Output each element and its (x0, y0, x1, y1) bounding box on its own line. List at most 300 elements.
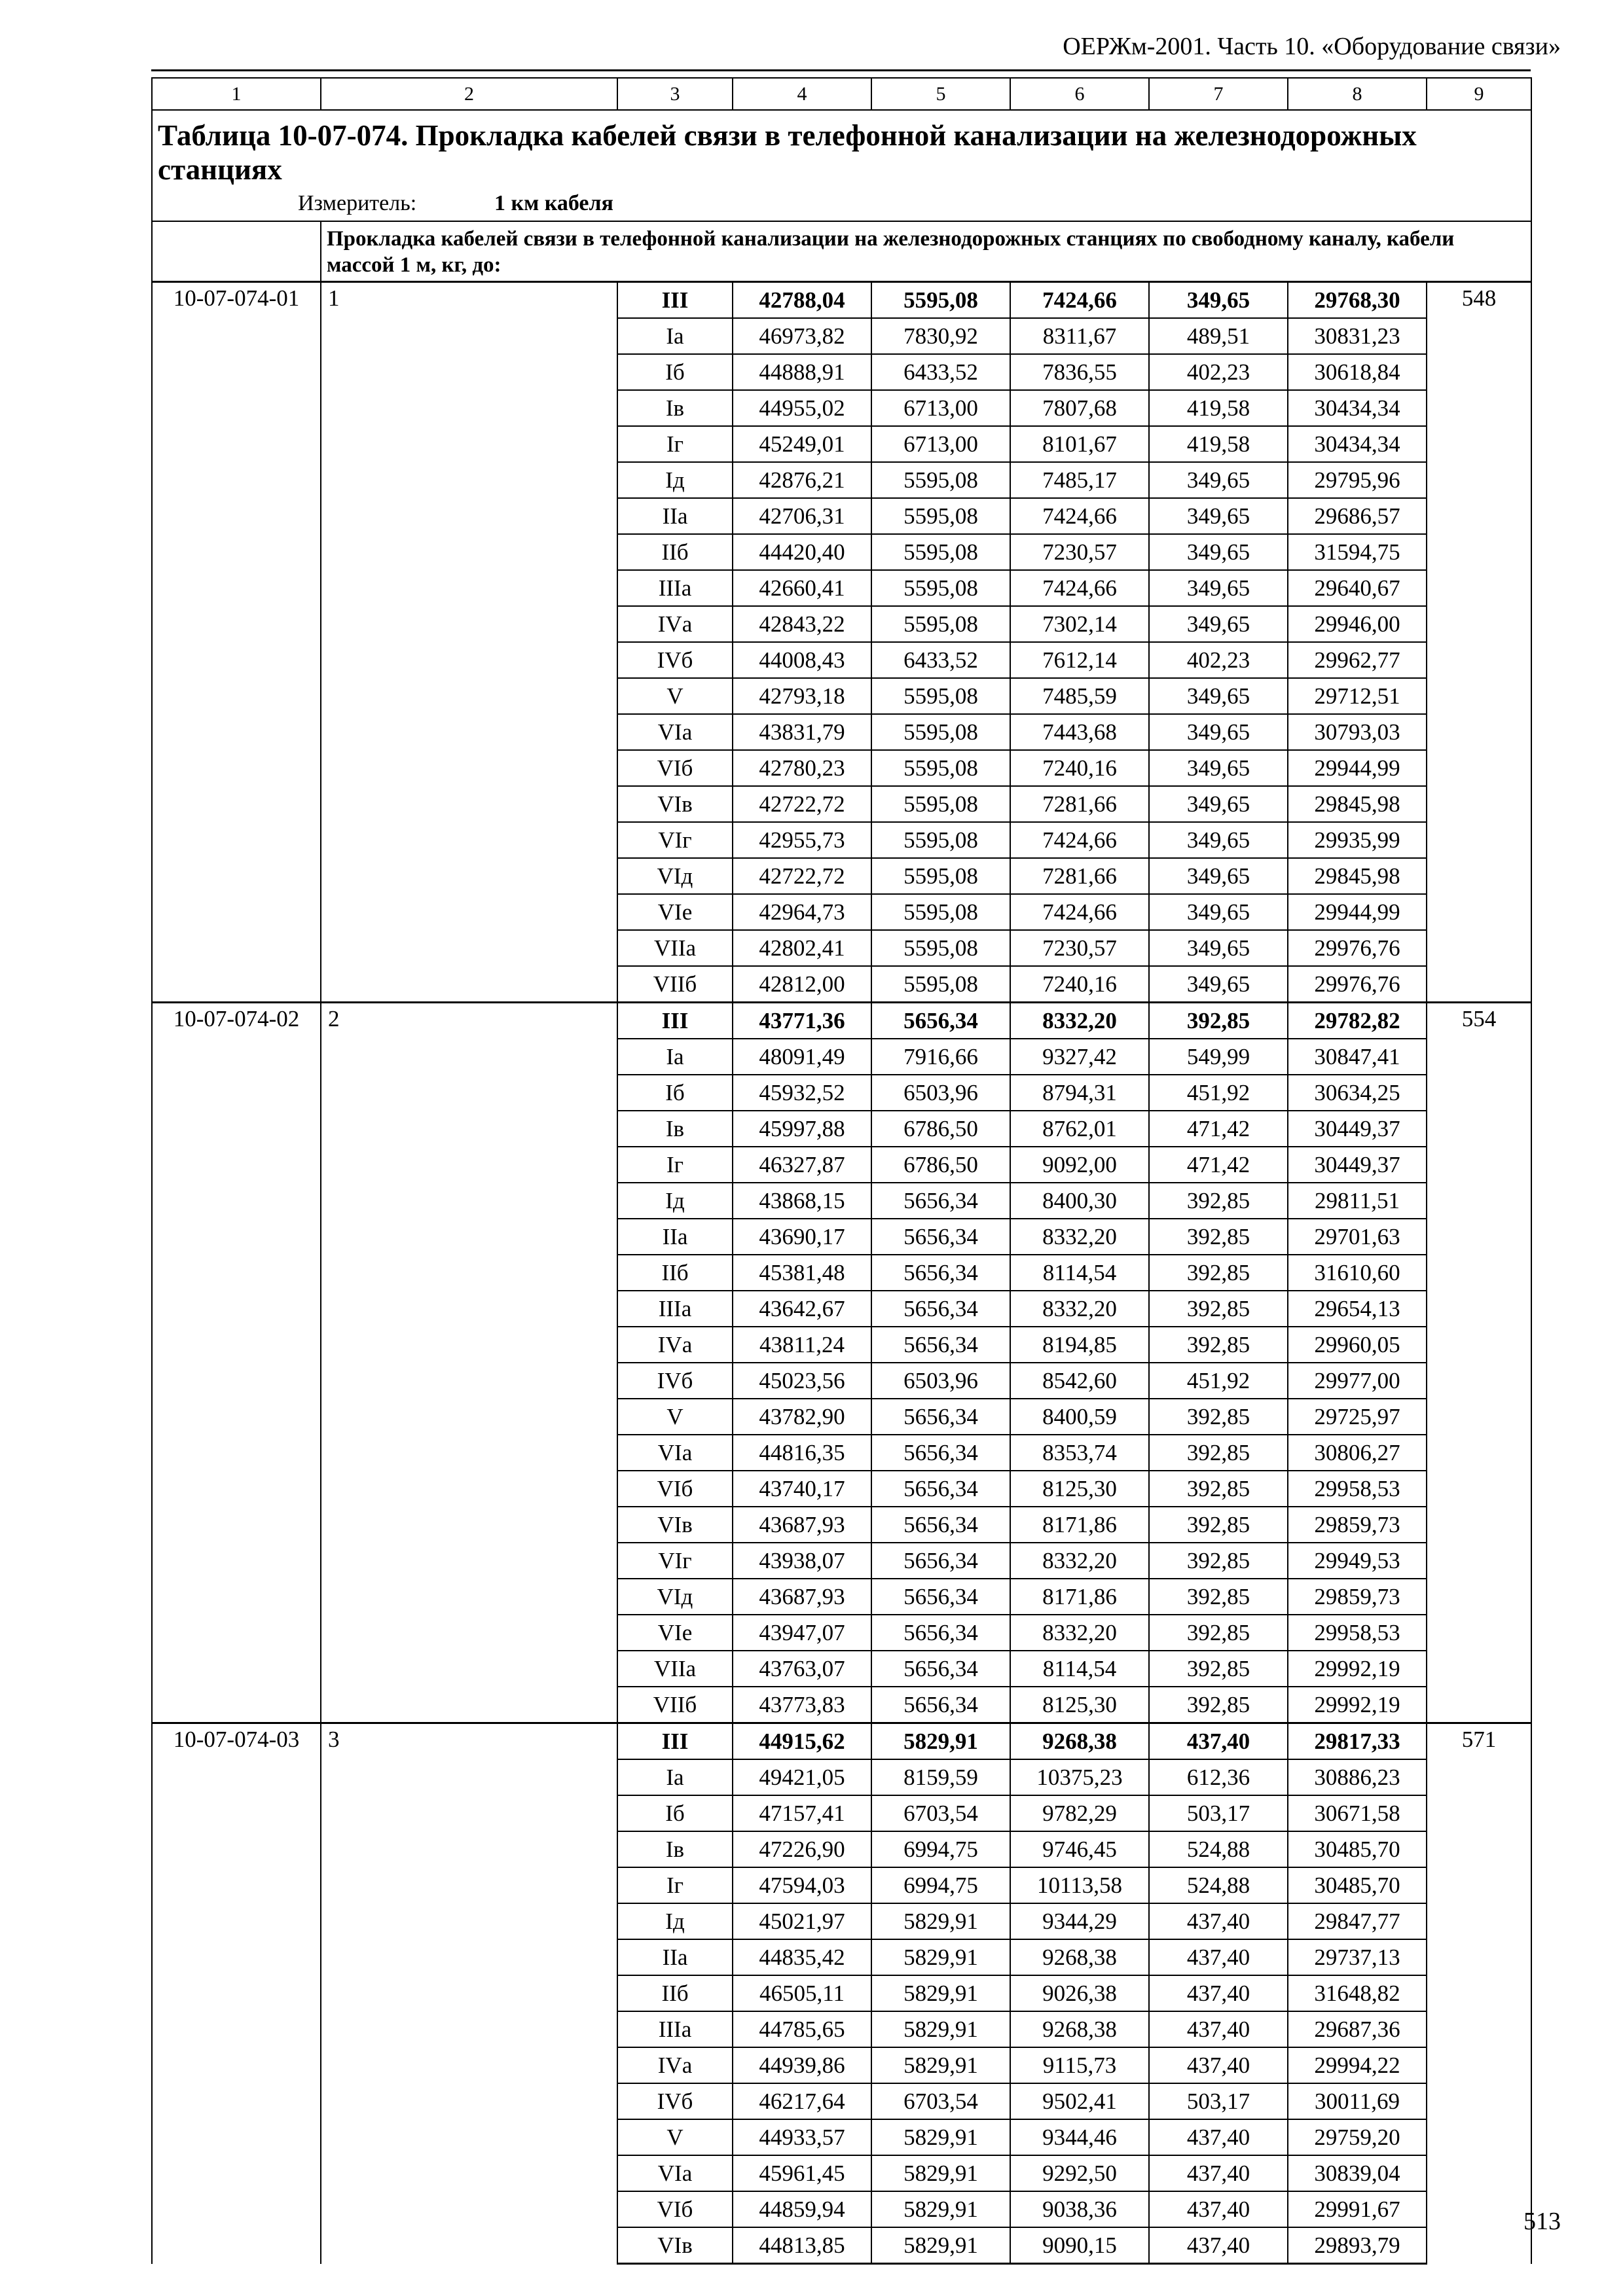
value-cell: 30011,69 (1288, 2083, 1427, 2119)
value-cell: 5656,34 (871, 1291, 1010, 1327)
value-cell: 419,58 (1149, 426, 1288, 462)
value-cell: 29712,51 (1288, 678, 1427, 714)
zone-cell: III (617, 1003, 733, 1039)
zone-cell: VIв (617, 1507, 733, 1543)
value-cell: 5656,34 (871, 1579, 1010, 1615)
value-cell: 5656,34 (871, 1507, 1010, 1543)
value-cell: 392,85 (1149, 1003, 1288, 1039)
value-cell: 7443,68 (1010, 714, 1149, 750)
value-cell: 29847,77 (1288, 1903, 1427, 1939)
zone-cell: Iг (617, 1147, 733, 1183)
zone-cell: IIб (617, 1975, 733, 2011)
value-cell: 42955,73 (733, 822, 871, 858)
value-cell: 29701,63 (1288, 1219, 1427, 1255)
value-cell: 451,92 (1149, 1075, 1288, 1111)
value-cell: 5656,34 (871, 1003, 1010, 1039)
value-cell: 42802,41 (733, 930, 871, 966)
value-cell: 45021,97 (733, 1903, 871, 1939)
value-cell: 524,88 (1149, 1831, 1288, 1867)
extra-value: 554 (1427, 1003, 1531, 1723)
value-cell: 5595,08 (871, 498, 1010, 534)
value-cell: 29976,76 (1288, 930, 1427, 966)
value-cell: 6433,52 (871, 642, 1010, 678)
value-cell: 5595,08 (871, 966, 1010, 1003)
value-cell: 30806,27 (1288, 1435, 1427, 1471)
zone-cell: V (617, 1399, 733, 1435)
value-cell: 30671,58 (1288, 1795, 1427, 1831)
value-cell: 392,85 (1149, 1255, 1288, 1291)
zone-cell: VIб (617, 1471, 733, 1507)
table-row (152, 282, 1531, 319)
value-cell: 7302,14 (1010, 606, 1149, 642)
value-cell: 5656,34 (871, 1615, 1010, 1651)
value-cell: 42660,41 (733, 570, 871, 606)
value-cell: 7424,66 (1010, 498, 1149, 534)
zone-cell: Iг (617, 1867, 733, 1903)
value-cell: 29859,73 (1288, 1579, 1427, 1615)
value-cell: 44888,91 (733, 354, 871, 390)
zone-cell: VIа (617, 714, 733, 750)
value-cell: 45249,01 (733, 426, 871, 462)
value-cell: 7424,66 (1010, 894, 1149, 930)
cable-weight: 3 (321, 1723, 617, 2264)
value-cell: 489,51 (1149, 318, 1288, 354)
value-cell: 437,40 (1149, 1939, 1288, 1975)
value-cell: 349,65 (1149, 282, 1288, 319)
value-cell: 5595,08 (871, 282, 1010, 319)
value-cell: 8159,59 (871, 1759, 1010, 1795)
value-cell: 42706,31 (733, 498, 871, 534)
value-cell: 43740,17 (733, 1471, 871, 1507)
value-cell: 29962,77 (1288, 642, 1427, 678)
value-cell: 6703,54 (871, 2083, 1010, 2119)
value-cell: 349,65 (1149, 462, 1288, 498)
zone-cell: IVб (617, 2083, 733, 2119)
value-cell: 5595,08 (871, 570, 1010, 606)
value-cell: 5829,91 (871, 2011, 1010, 2047)
zone-cell: Iа (617, 318, 733, 354)
value-cell: 5656,34 (871, 1255, 1010, 1291)
zone-cell: Iд (617, 1183, 733, 1219)
value-cell: 5829,91 (871, 1939, 1010, 1975)
value-cell: 29640,67 (1288, 570, 1427, 606)
value-cell: 45023,56 (733, 1363, 871, 1399)
value-cell: 349,65 (1149, 822, 1288, 858)
value-cell: 44915,62 (733, 1723, 871, 1760)
value-cell: 43687,93 (733, 1507, 871, 1543)
rate-code: 10-07-074-01 (152, 282, 321, 1003)
zone-cell: VIв (617, 2227, 733, 2264)
zone-cell: IIIа (617, 1291, 733, 1327)
value-cell: 349,65 (1149, 786, 1288, 822)
value-cell: 43773,83 (733, 1687, 871, 1723)
value-cell: 6503,96 (871, 1075, 1010, 1111)
value-cell: 8171,86 (1010, 1579, 1149, 1615)
value-cell: 471,42 (1149, 1147, 1288, 1183)
value-cell: 8332,20 (1010, 1543, 1149, 1579)
value-cell: 30793,03 (1288, 714, 1427, 750)
rate-code: 10-07-074-02 (152, 1003, 321, 1723)
value-cell: 349,65 (1149, 930, 1288, 966)
value-cell: 5656,34 (871, 1399, 1010, 1435)
value-cell: 43831,79 (733, 714, 871, 750)
value-cell: 8332,20 (1010, 1003, 1149, 1039)
value-cell: 46505,11 (733, 1975, 871, 2011)
value-cell: 5595,08 (871, 894, 1010, 930)
value-cell: 8332,20 (1010, 1615, 1149, 1651)
value-cell: 349,65 (1149, 894, 1288, 930)
zone-cell: Iб (617, 1075, 733, 1111)
zone-cell: IIа (617, 1219, 733, 1255)
value-cell: 9344,29 (1010, 1903, 1149, 1939)
value-cell: 5656,34 (871, 1471, 1010, 1507)
value-cell: 349,65 (1149, 570, 1288, 606)
value-cell: 7485,17 (1010, 462, 1149, 498)
value-cell: 9268,38 (1010, 2011, 1149, 2047)
rates-table (151, 77, 1532, 2265)
value-cell: 42780,23 (733, 750, 871, 786)
value-cell: 42722,72 (733, 786, 871, 822)
value-cell: 31610,60 (1288, 1255, 1427, 1291)
zone-cell: VIIа (617, 930, 733, 966)
value-cell: 8400,30 (1010, 1183, 1149, 1219)
value-cell: 43947,07 (733, 1615, 871, 1651)
value-cell: 47226,90 (733, 1831, 871, 1867)
value-cell: 392,85 (1149, 1219, 1288, 1255)
value-cell: 43811,24 (733, 1327, 871, 1363)
value-cell: 5829,91 (871, 1975, 1010, 2011)
column-number: 6 (1010, 78, 1149, 110)
value-cell: 419,58 (1149, 390, 1288, 426)
value-cell: 43687,93 (733, 1579, 871, 1615)
value-cell: 5656,34 (871, 1687, 1010, 1723)
value-cell: 5656,34 (871, 1435, 1010, 1471)
column-number: 7 (1149, 78, 1288, 110)
value-cell: 43782,90 (733, 1399, 871, 1435)
value-cell: 349,65 (1149, 750, 1288, 786)
column-number: 9 (1427, 78, 1531, 110)
rates-table-body (152, 78, 1531, 2264)
value-cell: 6786,50 (871, 1147, 1010, 1183)
value-cell: 9292,50 (1010, 2155, 1149, 2191)
value-cell: 349,65 (1149, 966, 1288, 1003)
value-cell: 7240,16 (1010, 966, 1149, 1003)
value-cell: 9038,36 (1010, 2191, 1149, 2227)
value-cell: 471,42 (1149, 1111, 1288, 1147)
value-cell: 29687,36 (1288, 2011, 1427, 2047)
value-cell: 8332,20 (1010, 1219, 1149, 1255)
value-cell: 29935,99 (1288, 822, 1427, 858)
value-cell: 392,85 (1149, 1615, 1288, 1651)
zone-cell: VIб (617, 2191, 733, 2227)
value-cell: 46973,82 (733, 318, 871, 354)
value-cell: 29991,67 (1288, 2191, 1427, 2227)
value-cell: 349,65 (1149, 858, 1288, 894)
value-cell: 5595,08 (871, 858, 1010, 894)
zone-cell: IIа (617, 498, 733, 534)
value-cell: 29976,76 (1288, 966, 1427, 1003)
value-cell: 7836,55 (1010, 354, 1149, 390)
value-cell: 30618,84 (1288, 354, 1427, 390)
value-cell: 7485,59 (1010, 678, 1149, 714)
value-cell: 8114,54 (1010, 1651, 1149, 1687)
value-cell: 8125,30 (1010, 1471, 1149, 1507)
value-cell: 7424,66 (1010, 822, 1149, 858)
value-cell: 29992,19 (1288, 1687, 1427, 1723)
value-cell: 44785,65 (733, 2011, 871, 2047)
value-cell: 524,88 (1149, 1867, 1288, 1903)
value-cell: 8114,54 (1010, 1255, 1149, 1291)
value-cell: 42876,21 (733, 462, 871, 498)
value-cell: 9268,38 (1010, 1723, 1149, 1760)
value-cell: 8171,86 (1010, 1507, 1149, 1543)
value-cell: 42788,04 (733, 282, 871, 319)
zone-cell: VIе (617, 894, 733, 930)
zone-cell: III (617, 282, 733, 319)
value-cell: 43771,36 (733, 1003, 871, 1039)
value-cell: 437,40 (1149, 1723, 1288, 1760)
value-cell: 47157,41 (733, 1795, 871, 1831)
column-number: 8 (1288, 78, 1427, 110)
value-cell: 437,40 (1149, 2191, 1288, 2227)
value-cell: 29994,22 (1288, 2047, 1427, 2083)
value-cell: 5829,91 (871, 2191, 1010, 2227)
zone-cell: Iг (617, 426, 733, 462)
value-cell: 29992,19 (1288, 1651, 1427, 1687)
value-cell: 437,40 (1149, 2011, 1288, 2047)
value-cell: 29960,05 (1288, 1327, 1427, 1363)
value-cell: 9115,73 (1010, 2047, 1149, 2083)
value-cell: 29958,53 (1288, 1615, 1427, 1651)
value-cell: 349,65 (1149, 534, 1288, 570)
value-cell: 8353,74 (1010, 1435, 1149, 1471)
value-cell: 30847,41 (1288, 1039, 1427, 1075)
value-cell: 42812,00 (733, 966, 871, 1003)
value-cell: 5595,08 (871, 606, 1010, 642)
value-cell: 5595,08 (871, 678, 1010, 714)
value-cell: 43642,67 (733, 1291, 871, 1327)
value-cell: 44835,42 (733, 1939, 871, 1975)
value-cell: 392,85 (1149, 1183, 1288, 1219)
zone-cell: VIIа (617, 1651, 733, 1687)
value-cell: 5595,08 (871, 930, 1010, 966)
unit-line (158, 190, 1525, 217)
column-number: 5 (871, 78, 1010, 110)
value-cell: 44955,02 (733, 390, 871, 426)
zone-cell: VIв (617, 786, 733, 822)
zone-cell: III (617, 1723, 733, 1760)
value-cell: 7281,66 (1010, 858, 1149, 894)
column-number-row (152, 78, 1531, 110)
value-cell: 29977,00 (1288, 1363, 1427, 1399)
value-cell: 5829,91 (871, 2119, 1010, 2155)
value-cell: 30634,25 (1288, 1075, 1427, 1111)
value-cell: 43690,17 (733, 1219, 871, 1255)
value-cell: 48091,49 (733, 1039, 871, 1075)
value-cell: 42843,22 (733, 606, 871, 642)
value-cell: 7230,57 (1010, 930, 1149, 966)
rate-code: 10-07-074-03 (152, 1723, 321, 2264)
value-cell: 451,92 (1149, 1363, 1288, 1399)
value-cell: 7807,68 (1010, 390, 1149, 426)
table-row (152, 1723, 1531, 1760)
value-cell: 29686,57 (1288, 498, 1427, 534)
zone-cell: IVа (617, 2047, 733, 2083)
value-cell: 5829,91 (871, 1723, 1010, 1760)
value-cell: 437,40 (1149, 2119, 1288, 2155)
value-cell: 44008,43 (733, 642, 871, 678)
header-rule (151, 69, 1531, 71)
value-cell: 30839,04 (1288, 2155, 1427, 2191)
value-cell: 44420,40 (733, 534, 871, 570)
value-cell: 8194,85 (1010, 1327, 1149, 1363)
value-cell: 349,65 (1149, 678, 1288, 714)
value-cell: 7230,57 (1010, 534, 1149, 570)
value-cell: 43938,07 (733, 1543, 871, 1579)
value-cell: 5829,91 (871, 1903, 1010, 1939)
subtitle-spacer (152, 221, 321, 282)
value-cell: 5595,08 (871, 534, 1010, 570)
value-cell: 5595,08 (871, 822, 1010, 858)
unit-label: Измеритель: (298, 191, 417, 215)
column-number: 2 (321, 78, 617, 110)
value-cell: 5829,91 (871, 2227, 1010, 2264)
value-cell: 5656,34 (871, 1327, 1010, 1363)
value-cell: 44813,85 (733, 2227, 871, 2264)
value-cell: 10375,23 (1010, 1759, 1149, 1795)
table-row (152, 1003, 1531, 1039)
value-cell: 31648,82 (1288, 1975, 1427, 2011)
value-cell: 31594,75 (1288, 534, 1427, 570)
value-cell: 392,85 (1149, 1579, 1288, 1615)
table-caption (152, 110, 1531, 221)
zone-cell: IIб (617, 534, 733, 570)
value-cell: 44939,86 (733, 2047, 871, 2083)
table-caption-row (152, 110, 1531, 221)
zone-cell: VIд (617, 858, 733, 894)
value-cell: 437,40 (1149, 1903, 1288, 1939)
value-cell: 9327,42 (1010, 1039, 1149, 1075)
value-cell: 29817,33 (1288, 1723, 1427, 1760)
value-cell: 29768,30 (1288, 282, 1427, 319)
value-cell: 44816,35 (733, 1435, 871, 1471)
value-cell: 9026,38 (1010, 1975, 1149, 2011)
value-cell: 44859,94 (733, 2191, 871, 2227)
value-cell: 437,40 (1149, 2227, 1288, 2264)
value-cell: 392,85 (1149, 1399, 1288, 1435)
page-number: 513 (1523, 2208, 1561, 2235)
value-cell: 30449,37 (1288, 1147, 1427, 1183)
value-cell: 8332,20 (1010, 1291, 1149, 1327)
value-cell: 392,85 (1149, 1291, 1288, 1327)
value-cell: 29949,53 (1288, 1543, 1427, 1579)
cable-weight: 1 (321, 282, 617, 1003)
value-cell: 46327,87 (733, 1147, 871, 1183)
value-cell: 5595,08 (871, 750, 1010, 786)
value-cell: 5595,08 (871, 462, 1010, 498)
value-cell: 349,65 (1149, 498, 1288, 534)
value-cell: 29946,00 (1288, 606, 1427, 642)
column-number: 4 (733, 78, 871, 110)
zone-cell: VIIб (617, 1687, 733, 1723)
zone-cell: Iб (617, 354, 733, 390)
value-cell: 349,65 (1149, 606, 1288, 642)
value-cell: 9090,15 (1010, 2227, 1149, 2264)
value-cell: 7830,92 (871, 318, 1010, 354)
value-cell: 437,40 (1149, 1975, 1288, 2011)
value-cell: 30485,70 (1288, 1831, 1427, 1867)
value-cell: 5595,08 (871, 786, 1010, 822)
unit-value: 1 км кабеля (494, 191, 613, 215)
value-cell: 29944,99 (1288, 750, 1427, 786)
value-cell: 5595,08 (871, 714, 1010, 750)
value-cell: 392,85 (1149, 1543, 1288, 1579)
value-cell: 29893,79 (1288, 2227, 1427, 2264)
value-cell: 8311,67 (1010, 318, 1149, 354)
value-cell: 47594,03 (733, 1867, 871, 1903)
value-cell: 29654,13 (1288, 1291, 1427, 1327)
zone-cell: Iб (617, 1795, 733, 1831)
zone-cell: Iа (617, 1039, 733, 1075)
zone-cell: Iв (617, 1831, 733, 1867)
zone-cell: VIа (617, 2155, 733, 2191)
document-header-title: ОЕРЖм-2001. Часть 10. «Оборудование связи» (1063, 33, 1561, 60)
value-cell: 29859,73 (1288, 1507, 1427, 1543)
value-cell: 392,85 (1149, 1687, 1288, 1723)
value-cell: 7281,66 (1010, 786, 1149, 822)
extra-value: 571 (1427, 1723, 1531, 2264)
value-cell: 29845,98 (1288, 858, 1427, 894)
value-cell: 49421,05 (733, 1759, 871, 1795)
value-cell: 402,23 (1149, 354, 1288, 390)
value-cell: 8101,67 (1010, 426, 1149, 462)
value-cell: 10113,58 (1010, 1867, 1149, 1903)
value-cell: 7424,66 (1010, 570, 1149, 606)
value-cell: 30886,23 (1288, 1759, 1427, 1795)
value-cell: 30485,70 (1288, 1867, 1427, 1903)
value-cell: 8542,60 (1010, 1363, 1149, 1399)
value-cell: 8762,01 (1010, 1111, 1149, 1147)
value-cell: 392,85 (1149, 1435, 1288, 1471)
value-cell: 6503,96 (871, 1363, 1010, 1399)
zone-cell: VIIб (617, 966, 733, 1003)
value-cell: 8794,31 (1010, 1075, 1149, 1111)
value-cell: 7424,66 (1010, 282, 1149, 319)
value-cell: 402,23 (1149, 642, 1288, 678)
column-number: 1 (152, 78, 321, 110)
value-cell: 503,17 (1149, 1795, 1288, 1831)
zone-cell: VIг (617, 1543, 733, 1579)
value-cell: 437,40 (1149, 2047, 1288, 2083)
value-cell: 9782,29 (1010, 1795, 1149, 1831)
value-cell: 6703,54 (871, 1795, 1010, 1831)
zone-cell: Iа (617, 1759, 733, 1795)
value-cell: 7240,16 (1010, 750, 1149, 786)
value-cell: 30434,34 (1288, 426, 1427, 462)
value-cell: 30434,34 (1288, 390, 1427, 426)
zone-cell: IIIа (617, 2011, 733, 2047)
value-cell: 9268,38 (1010, 1939, 1149, 1975)
value-cell: 9092,00 (1010, 1147, 1149, 1183)
value-cell: 6433,52 (871, 354, 1010, 390)
value-cell: 45932,52 (733, 1075, 871, 1111)
value-cell: 29845,98 (1288, 786, 1427, 822)
value-cell: 5829,91 (871, 2047, 1010, 2083)
zone-cell: IVб (617, 1363, 733, 1399)
value-cell: 6994,75 (871, 1831, 1010, 1867)
value-cell: 392,85 (1149, 1651, 1288, 1687)
value-cell: 392,85 (1149, 1327, 1288, 1363)
